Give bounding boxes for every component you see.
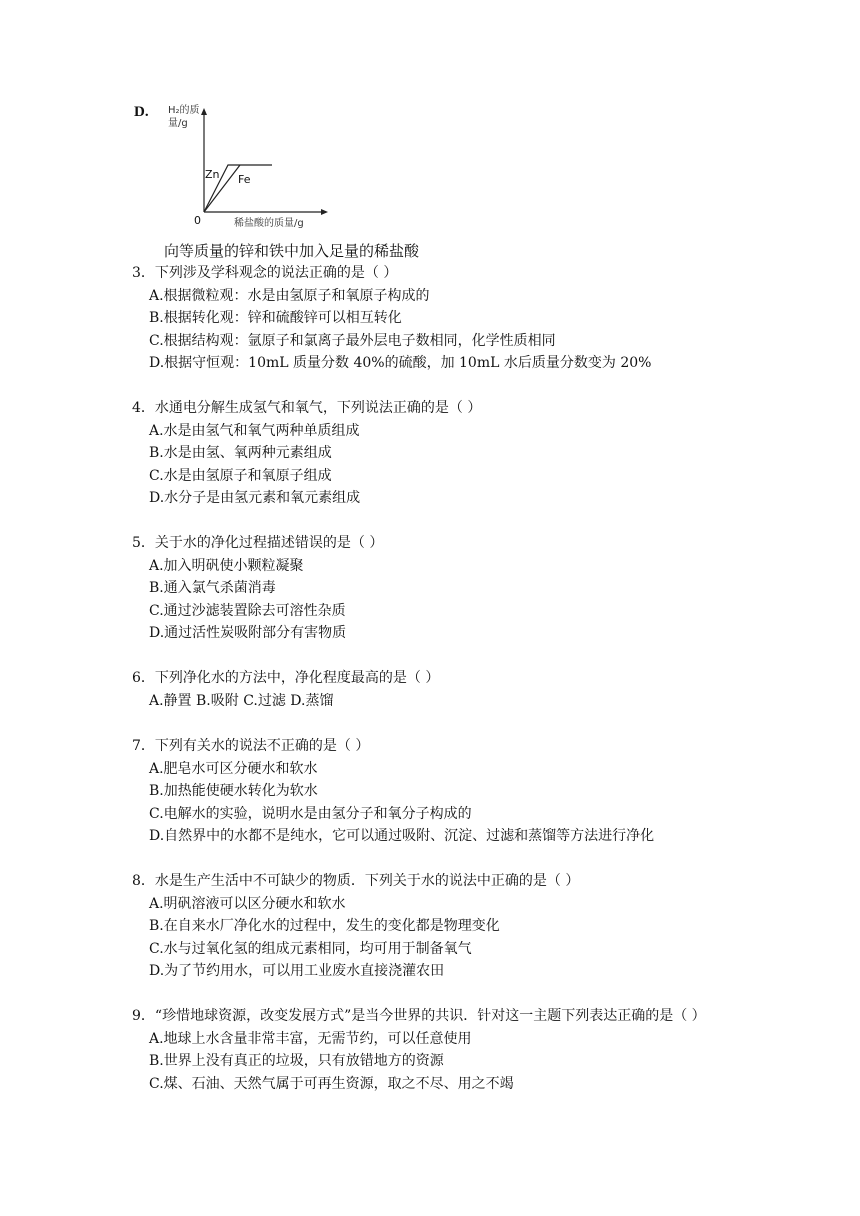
option-a: A.根据微粒观：水是由氢原子和氧原子构成的	[149, 287, 430, 304]
figure-caption: 向等质量的锌和铁中加入足量的稀盐酸	[164, 242, 420, 260]
question-stem: 5．关于水的净化过程描述错误的是（ ）	[132, 535, 384, 551]
option-d: D.为了节约用水，可以用工业废水直接浇灌农田	[149, 963, 445, 979]
option-b: B.水是由氢、氧两种元素组成	[149, 445, 332, 461]
option-b: B.根据转化观：锌和硫酸锌可以相互转化	[149, 310, 402, 326]
option-a: A.水是由氢气和氧气两种单质组成	[149, 422, 360, 439]
option-c: C.水是由氢原子和氧原子组成	[149, 467, 332, 484]
option-c: C.煤、石油、天然气属于可再生资源，取之不尽、用之不竭	[149, 1075, 514, 1092]
option-c: C.水与过氧化氢的组成元素相同，均可用于制备氧气	[149, 940, 472, 957]
question-5	[132, 532, 383, 645]
x-axis-label: 稀盐酸的质量/g	[234, 218, 304, 229]
question-stem: 9．“珍惜地球资源，改变发展方式”是当今世界的共识．针对这一主题下列表达正确的是（ ）	[132, 1008, 706, 1024]
option-b: B.在自来水厂净化水的过程中，发生的变化都是物理变化	[149, 918, 500, 934]
question-4	[132, 397, 481, 510]
option-list: A.静置 B.吸附 C.过滤 D.蒸馏	[149, 692, 334, 709]
option-d: D.水分子是由氢元素和氧元素组成	[149, 490, 361, 506]
question-3	[132, 262, 651, 375]
origin-label: 0	[194, 214, 201, 227]
hydrogen-mass-graph	[134, 104, 434, 254]
y-axis-arrow	[201, 108, 207, 115]
question-stem: 7．下列有关水的说法不正确的是（ ）	[132, 738, 370, 754]
option-b: B.加热能使硬水转化为软水	[149, 783, 318, 799]
series-label-fe: Fe	[238, 173, 251, 186]
question-stem: 8．水是生产生活中不可缺少的物质．下列关于水的说法中正确的是（ ）	[132, 873, 580, 889]
x-axis-arrow	[321, 209, 328, 215]
y-axis-label-line-2: 量/g	[168, 118, 188, 129]
question-6	[132, 667, 439, 712]
option-b: B.世界上没有真正的垃圾，只有放错地方的资源	[149, 1053, 444, 1069]
option-c: C.根据结构观：氩原子和氯离子最外层电子数相同，化学性质相同	[149, 332, 556, 349]
option-a: A.加入明矾使小颗粒凝聚	[149, 557, 304, 574]
option-a: A.肥皂水可区分硬水和软水	[149, 760, 318, 777]
question-7	[132, 735, 654, 848]
question-8	[132, 870, 579, 983]
option-a: A.地球上水含量非常丰富，无需节约，可以任意使用	[149, 1030, 472, 1047]
question-stem: 6．下列净化水的方法中，净化程度最高的是（ ）	[132, 670, 440, 686]
option-d: D.自然界中的水都不是纯水，它可以通过吸附、沉淀、过滤和蒸馏等方法进行净化	[149, 828, 655, 844]
question-stem: 4．水通电分解生成氢气和氧气，下列说法正确的是（ ）	[132, 400, 482, 416]
option-d-figure	[134, 104, 434, 254]
question-stem: 3．下列涉及学科观念的说法正确的是（ ）	[132, 265, 398, 281]
option-c: C.通过沙滤装置除去可溶性杂质	[149, 602, 346, 619]
figure-option-label: D.	[134, 104, 149, 120]
option-d: D.根据守恒观：10mL 质量分数 40%的硫酸，加 10mL 水后质量分数变为 20%	[149, 355, 652, 371]
y-axis-label-line-1: H₂的质	[168, 105, 200, 116]
series-label-zn: Zn	[205, 168, 220, 181]
option-b: B.通入氯气杀菌消毒	[149, 580, 276, 596]
option-a: A.明矾溶液可以区分硬水和软水	[149, 895, 346, 912]
option-c: C.电解水的实验，说明水是由氢分子和氧分子构成的	[149, 805, 472, 822]
question-9	[132, 1005, 706, 1095]
option-d: D.通过活性炭吸附部分有害物质	[149, 625, 347, 641]
